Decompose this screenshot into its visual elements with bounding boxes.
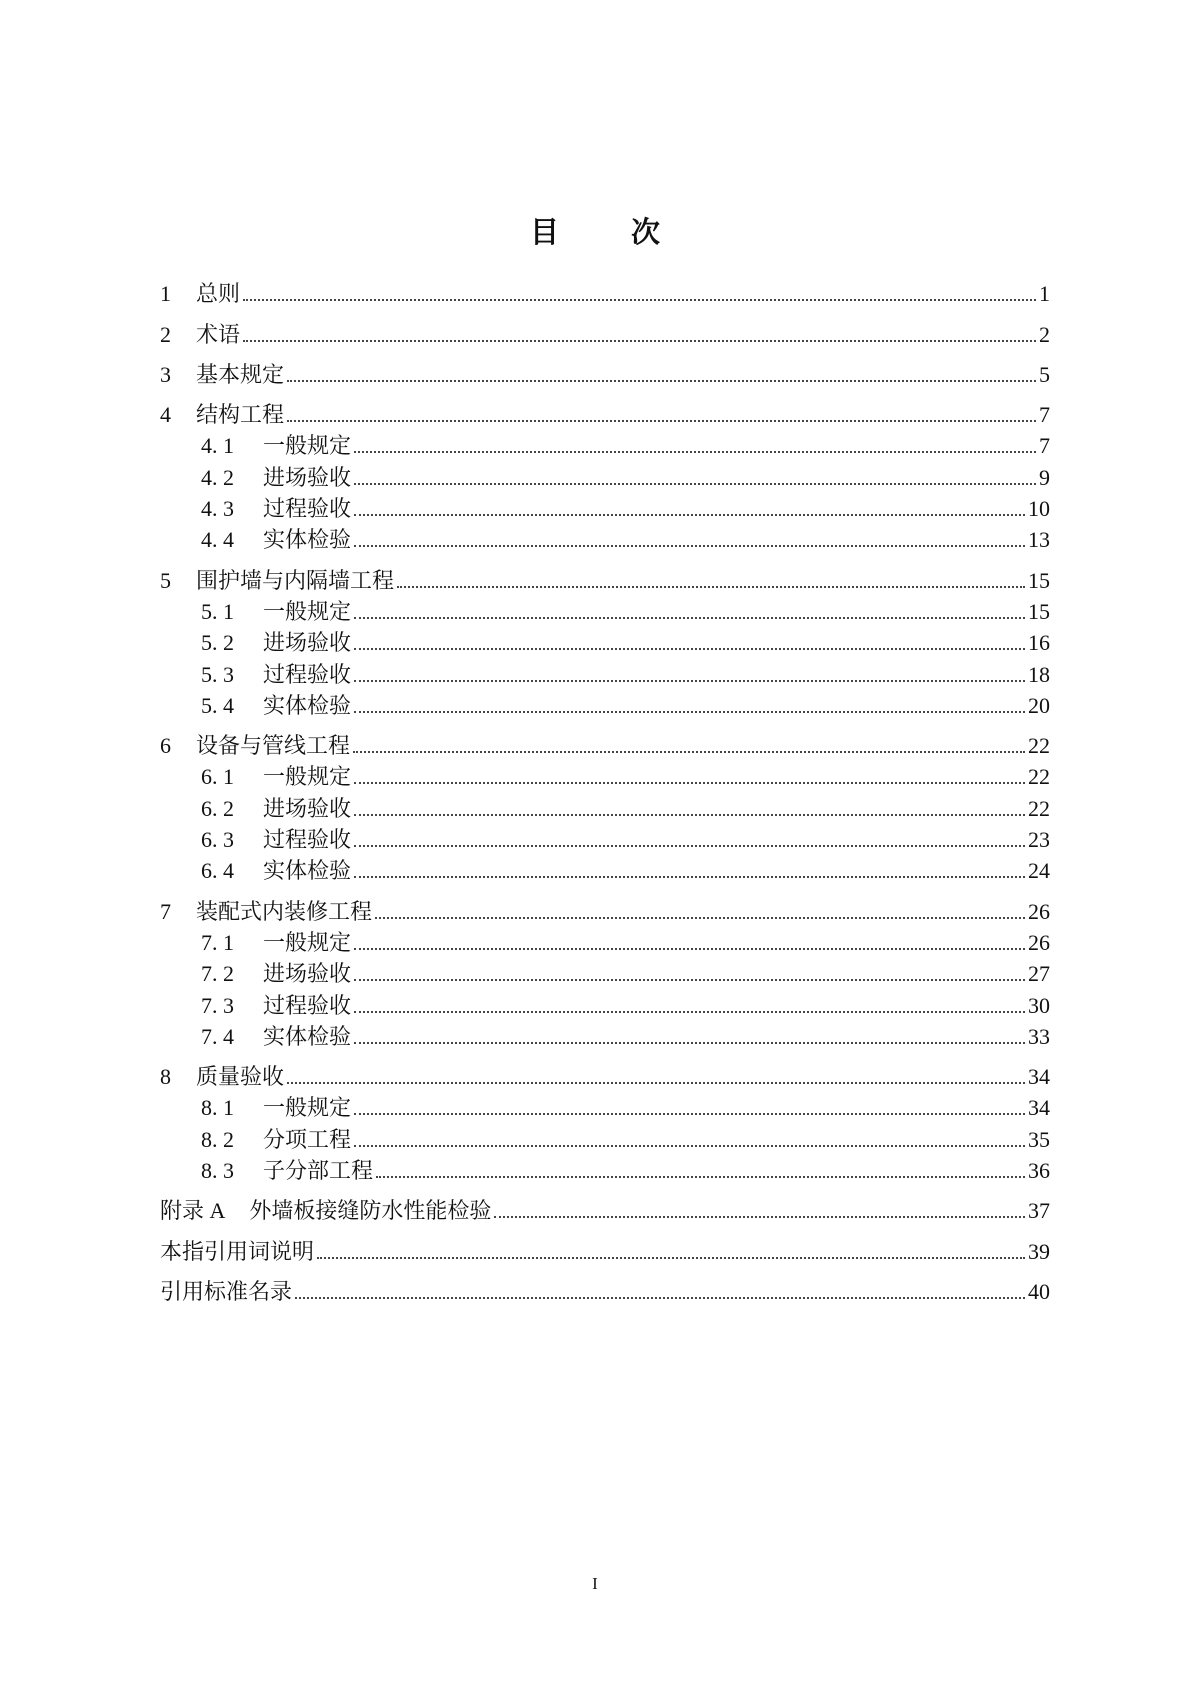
toc-entry-number: 6. 2 bbox=[201, 795, 234, 821]
toc-entry-page: 5 bbox=[1039, 361, 1050, 387]
toc-entry-number: 4 bbox=[160, 402, 171, 428]
toc-entry-label: 引用标准名录 bbox=[160, 1278, 293, 1304]
toc-entry-label: 子分部工程 bbox=[263, 1158, 374, 1184]
dot-leader bbox=[354, 1011, 1025, 1013]
toc-entry-number: 7 bbox=[160, 898, 171, 924]
toc-entry-page: 10 bbox=[1028, 496, 1050, 522]
toc-entry-label: 进场验收 bbox=[263, 795, 352, 821]
toc-entry-number: 7. 2 bbox=[201, 961, 234, 987]
toc-entry-label: 实体检验 bbox=[263, 527, 352, 553]
toc-entry-number: 4. 1 bbox=[201, 433, 234, 459]
toc-entry-page: 2 bbox=[1039, 321, 1050, 347]
toc-entry[interactable] bbox=[160, 1021, 1050, 1052]
toc-entry[interactable] bbox=[160, 461, 1050, 492]
toc-entry-page: 23 bbox=[1028, 827, 1050, 853]
toc-entry[interactable] bbox=[160, 318, 1050, 349]
toc-entry-number: 附录 A bbox=[160, 1198, 226, 1224]
toc-entry-label: 装配式内装修工程 bbox=[196, 898, 373, 924]
toc-entry[interactable] bbox=[160, 761, 1050, 792]
toc-entry-number: 5. 4 bbox=[201, 692, 234, 718]
toc-entry-page: 33 bbox=[1028, 1023, 1050, 1049]
toc-entry-page: 13 bbox=[1028, 527, 1050, 553]
dot-leader bbox=[287, 420, 1036, 422]
dot-leader bbox=[354, 979, 1025, 981]
dot-leader bbox=[354, 451, 1036, 453]
toc-entry[interactable] bbox=[160, 493, 1050, 524]
page-number-footer: I bbox=[592, 1574, 598, 1593]
title-char-1: 目 bbox=[529, 217, 559, 249]
toc-entry[interactable] bbox=[160, 359, 1050, 390]
dot-leader bbox=[375, 917, 1025, 919]
table-of-contents bbox=[160, 278, 1050, 1307]
toc-entry-page: 22 bbox=[1028, 795, 1050, 821]
dot-leader bbox=[287, 380, 1036, 382]
toc-entry[interactable] bbox=[160, 895, 1050, 926]
dot-leader bbox=[354, 648, 1025, 650]
toc-entry-page: 40 bbox=[1028, 1278, 1050, 1304]
dot-leader bbox=[354, 948, 1025, 950]
toc-entry-number: 5. 1 bbox=[201, 598, 234, 624]
toc-entry-page: 37 bbox=[1028, 1198, 1050, 1224]
toc-entry[interactable] bbox=[160, 1123, 1050, 1154]
dot-leader bbox=[376, 1176, 1025, 1178]
toc-entry-label: 一般规定 bbox=[263, 929, 352, 955]
toc-entry-label: 结构工程 bbox=[196, 402, 285, 428]
toc-entry-number: 6 bbox=[160, 733, 171, 759]
toc-entry-page: 34 bbox=[1028, 1064, 1050, 1090]
toc-entry-label: 一般规定 bbox=[263, 1095, 352, 1121]
toc-entry-label: 一般规定 bbox=[263, 764, 352, 790]
toc-entry-label: 进场验收 bbox=[263, 961, 352, 987]
toc-entry-label: 进场验收 bbox=[263, 630, 352, 656]
toc-entry[interactable] bbox=[160, 1195, 1050, 1226]
dot-leader bbox=[354, 514, 1025, 516]
toc-entry-label: 实体检验 bbox=[263, 1023, 352, 1049]
toc-entry-number: 4. 4 bbox=[201, 527, 234, 553]
toc-entry-number: 8 bbox=[160, 1064, 171, 1090]
toc-entry-page: 7 bbox=[1039, 433, 1050, 459]
toc-entry-number: 2 bbox=[160, 321, 171, 347]
toc-entry-number: 7. 1 bbox=[201, 929, 234, 955]
toc-entry-label: 质量验收 bbox=[196, 1064, 285, 1090]
dot-leader bbox=[317, 1257, 1025, 1259]
toc-entry-page: 9 bbox=[1039, 464, 1050, 490]
toc-entry[interactable] bbox=[160, 564, 1050, 595]
toc-entry[interactable] bbox=[160, 730, 1050, 761]
toc-entry-number: 7. 3 bbox=[201, 992, 234, 1018]
toc-entry-label: 术语 bbox=[196, 321, 241, 347]
toc-entry-page: 39 bbox=[1028, 1238, 1050, 1264]
toc-entry-label: 总则 bbox=[196, 281, 241, 307]
toc-entry-number: 6. 3 bbox=[201, 827, 234, 853]
dot-leader bbox=[353, 751, 1025, 753]
toc-entry[interactable] bbox=[160, 1155, 1050, 1186]
dot-leader bbox=[295, 1297, 1025, 1299]
toc-entry-label: 设备与管线工程 bbox=[196, 733, 351, 759]
dot-leader bbox=[354, 711, 1025, 713]
toc-entry-number: 5 bbox=[160, 567, 171, 593]
toc-entry[interactable] bbox=[160, 989, 1050, 1020]
toc-entry-page: 22 bbox=[1028, 764, 1050, 790]
dot-leader bbox=[354, 782, 1025, 784]
toc-entry-label: 过程验收 bbox=[263, 992, 352, 1018]
toc-entry[interactable] bbox=[160, 927, 1050, 958]
toc-entry[interactable] bbox=[160, 399, 1050, 430]
toc-entry-label: 外墙板接缝防水性能检验 bbox=[249, 1198, 492, 1224]
toc-entry-number: 8. 2 bbox=[201, 1126, 234, 1152]
toc-entry-label: 实体检验 bbox=[263, 858, 352, 884]
toc-entry-label: 基本规定 bbox=[196, 361, 285, 387]
toc-entry-number: 3 bbox=[160, 361, 171, 387]
toc-entry[interactable] bbox=[160, 278, 1050, 309]
toc-entry[interactable] bbox=[160, 824, 1050, 855]
toc-entry-label: 本指引用词说明 bbox=[160, 1238, 315, 1264]
toc-entry[interactable] bbox=[160, 430, 1050, 461]
dot-leader bbox=[354, 617, 1025, 619]
toc-entry[interactable] bbox=[160, 524, 1050, 555]
toc-entry-number: 4. 3 bbox=[201, 496, 234, 522]
toc-entry-page: 30 bbox=[1028, 992, 1050, 1018]
toc-entry-number: 6. 4 bbox=[201, 858, 234, 884]
toc-entry-number: 5. 2 bbox=[201, 630, 234, 656]
dot-leader bbox=[494, 1216, 1025, 1218]
toc-entry[interactable] bbox=[160, 627, 1050, 658]
toc-entry-page: 1 bbox=[1039, 281, 1050, 307]
dot-leader bbox=[287, 1082, 1025, 1084]
toc-entry-page: 18 bbox=[1028, 661, 1050, 687]
toc-entry[interactable] bbox=[160, 855, 1050, 886]
dot-leader bbox=[354, 483, 1036, 485]
toc-entry-page: 15 bbox=[1028, 598, 1050, 624]
toc-entry[interactable] bbox=[160, 1061, 1050, 1092]
toc-entry-page: 35 bbox=[1028, 1126, 1050, 1152]
toc-entry-label: 过程验收 bbox=[263, 661, 352, 687]
dot-leader bbox=[354, 680, 1025, 682]
toc-entry-label: 一般规定 bbox=[263, 433, 352, 459]
toc-entry[interactable] bbox=[160, 596, 1050, 627]
toc-entry[interactable] bbox=[160, 792, 1050, 823]
toc-entry[interactable] bbox=[160, 1235, 1050, 1266]
toc-entry-label: 过程验收 bbox=[263, 827, 352, 853]
toc-entry-number: 4. 2 bbox=[201, 464, 234, 490]
toc-entry-page: 26 bbox=[1028, 898, 1050, 924]
toc-entry-page: 15 bbox=[1028, 567, 1050, 593]
title-char-2: 次 bbox=[631, 217, 661, 249]
toc-entry-page: 34 bbox=[1028, 1095, 1050, 1121]
toc-entry-label: 围护墙与内隔墙工程 bbox=[196, 567, 395, 593]
toc-entry[interactable] bbox=[160, 958, 1050, 989]
toc-entry-page: 16 bbox=[1028, 630, 1050, 656]
toc-entry-number: 6. 1 bbox=[201, 764, 234, 790]
toc-entry-number: 5. 3 bbox=[201, 661, 234, 687]
toc-entry-page: 27 bbox=[1028, 961, 1050, 987]
dot-leader bbox=[354, 1113, 1025, 1115]
toc-entry-page: 20 bbox=[1028, 692, 1050, 718]
toc-entry-page: 24 bbox=[1028, 858, 1050, 884]
toc-entry-label: 一般规定 bbox=[263, 598, 352, 624]
dot-leader bbox=[354, 814, 1025, 816]
page-title bbox=[0, 210, 1190, 251]
toc-entry-page: 7 bbox=[1039, 402, 1050, 428]
toc-entry-label: 实体检验 bbox=[263, 692, 352, 718]
dot-leader bbox=[354, 1042, 1025, 1044]
toc-entry-number: 8. 1 bbox=[201, 1095, 234, 1121]
toc-entry-number: 8. 3 bbox=[201, 1158, 234, 1184]
dot-leader bbox=[354, 1145, 1025, 1147]
toc-entry-label: 过程验收 bbox=[263, 496, 352, 522]
dot-leader bbox=[397, 586, 1025, 588]
toc-entry[interactable] bbox=[160, 1276, 1050, 1307]
dot-leader bbox=[243, 299, 1036, 301]
toc-entry[interactable] bbox=[160, 658, 1050, 689]
dot-leader bbox=[354, 876, 1025, 878]
toc-entry[interactable] bbox=[160, 690, 1050, 721]
dot-leader bbox=[354, 545, 1025, 547]
toc-entry-label: 分项工程 bbox=[263, 1126, 352, 1152]
dot-leader bbox=[354, 845, 1025, 847]
toc-entry-number: 7. 4 bbox=[201, 1023, 234, 1049]
toc-entry-number: 1 bbox=[160, 281, 171, 307]
dot-leader bbox=[243, 340, 1036, 342]
toc-entry-page: 36 bbox=[1028, 1158, 1050, 1184]
toc-entry-page: 22 bbox=[1028, 733, 1050, 759]
toc-entry-page: 26 bbox=[1028, 929, 1050, 955]
toc-entry-label: 进场验收 bbox=[263, 464, 352, 490]
toc-entry[interactable] bbox=[160, 1092, 1050, 1123]
